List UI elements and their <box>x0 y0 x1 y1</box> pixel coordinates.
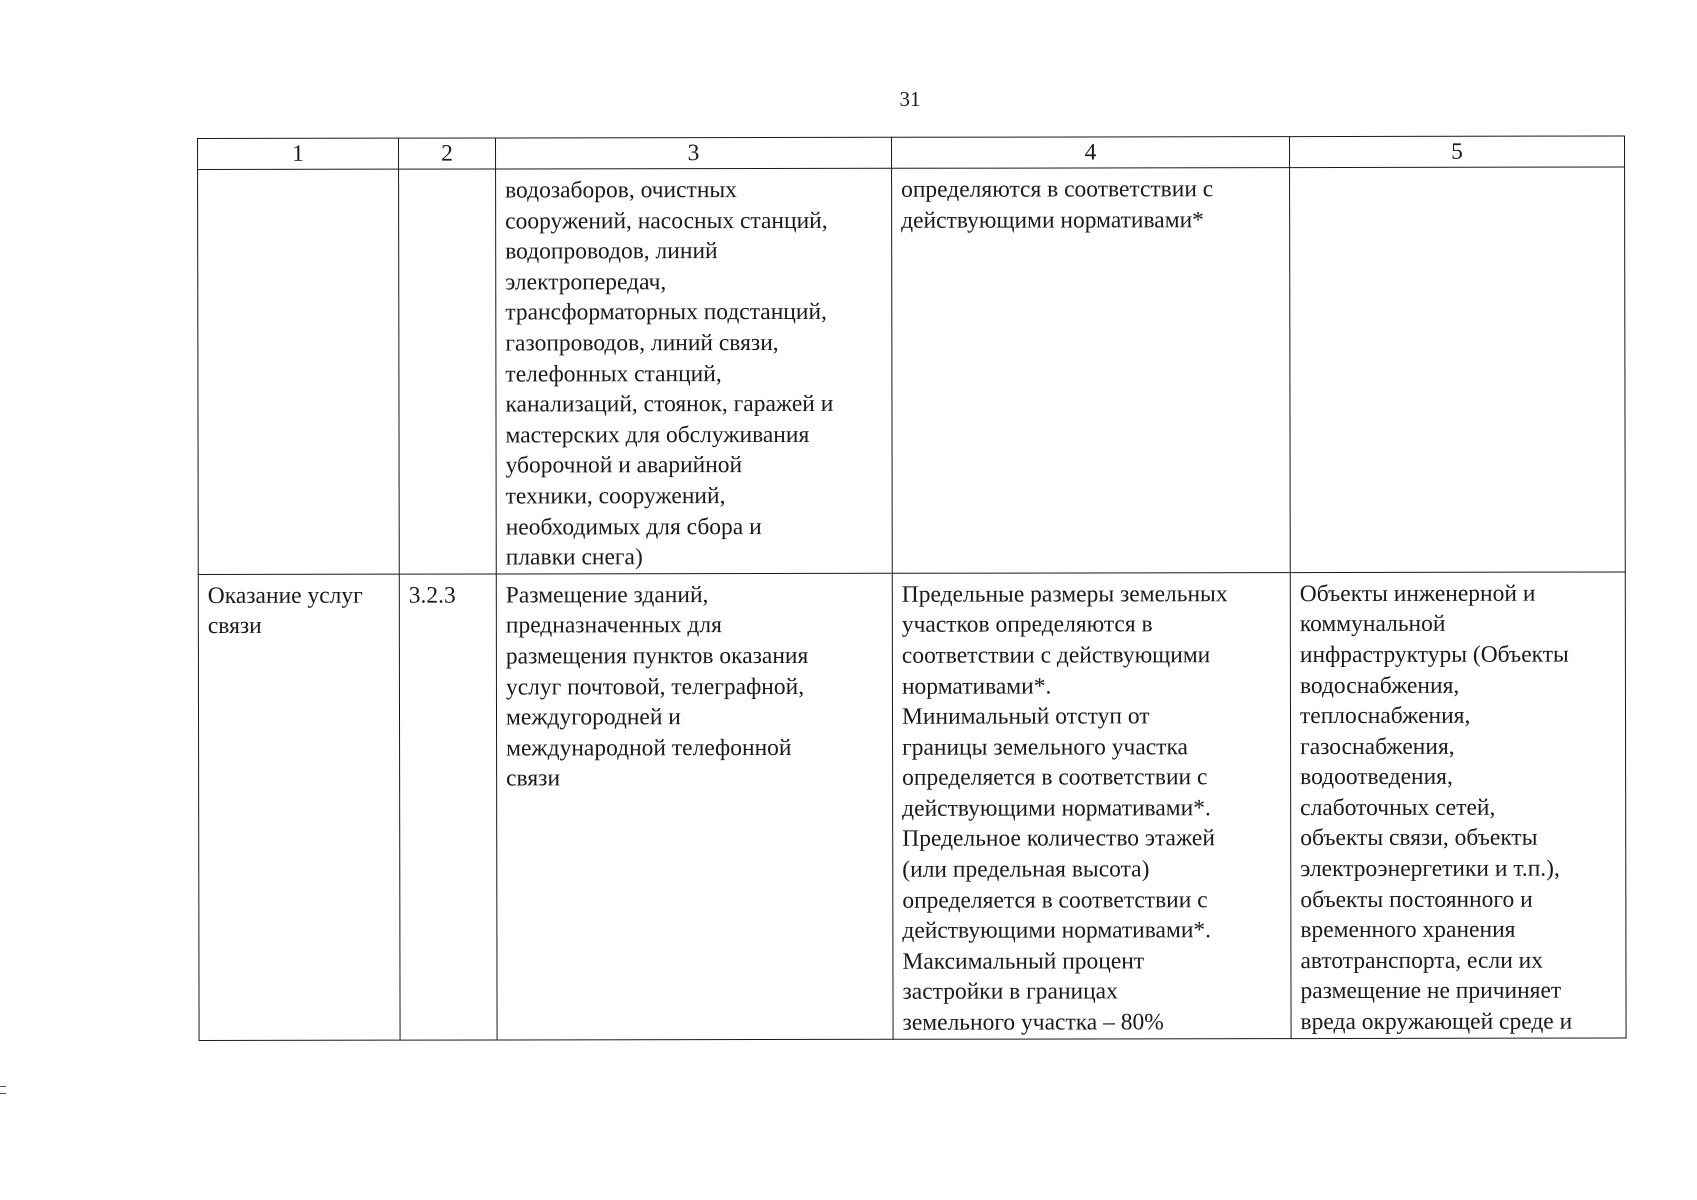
scan-edge-mark <box>0 1086 6 1094</box>
table-cell <box>892 168 1291 573</box>
table-cell <box>399 574 497 1040</box>
table-cell <box>892 572 1291 1039</box>
table-cell <box>496 168 893 573</box>
column-header-5: 5 <box>1289 136 1624 168</box>
cell-text: 3.2.3 <box>408 582 456 609</box>
table-cell <box>1290 572 1626 1038</box>
table-header-row <box>198 136 1625 169</box>
cell-text: водозаборов, очистных сооружений, насосных станций, водопроводов, линий электропередач, трансформаторных подстанций, газопроводов, линий связи, телефонных станций, канализаций, стоянок, гаражей и мастерских для обслуживания уборочной и аварийной техники, сооружений, необходимых для сбора и плавки снега) <box>505 177 834 571</box>
table-cell <box>399 169 497 574</box>
table-cell <box>1290 167 1626 572</box>
table-row <box>198 167 1626 574</box>
cell-text: Оказание услуг связи <box>207 582 363 640</box>
cell-text: Размещение зданий, предназначенных для размещения пунктов оказания услуг почтовой, телеграфной, междугородней и международной телефонной связи <box>505 581 809 792</box>
cell-text: Предельные размеры земельных участков определяются в соответствии с действующими нормативами*. Минимальный отступ от границы земельного участка определяется в соответствии с действующими нормативами*. Предельное количество этажей (или предельная высота) определяется в соответствии с действующими нормативами*. Максимальный процент застройки в границах земельного участка – 80% <box>901 580 1228 1036</box>
page-number: 31 <box>899 87 921 111</box>
table-cell <box>496 573 893 1040</box>
land-use-table <box>197 136 1627 1041</box>
cell-text <box>1299 174 1615 175</box>
column-header-4: 4 <box>891 137 1289 169</box>
column-header-2: 2 <box>399 138 496 169</box>
table-row <box>198 572 1626 1040</box>
column-header-1: 1 <box>198 138 399 169</box>
table-cell <box>198 574 400 1040</box>
cell-text: определяются в соответствии с действующими нормативами* <box>901 176 1214 234</box>
table-cell <box>198 169 400 574</box>
column-header-3: 3 <box>496 137 892 169</box>
cell-text: Объекты инженерной и коммунальной инфраструктуры (Объекты водоснабжения, теплоснабжения, газоснабжения, водоотведения, слаботочных сетей, объекты связи, объекты электроэнергетики и т.п.), объекты постоянного и временного хранения автотранспорта, если их размещение не причиняет вреда окружающей среде и <box>1299 580 1573 1036</box>
